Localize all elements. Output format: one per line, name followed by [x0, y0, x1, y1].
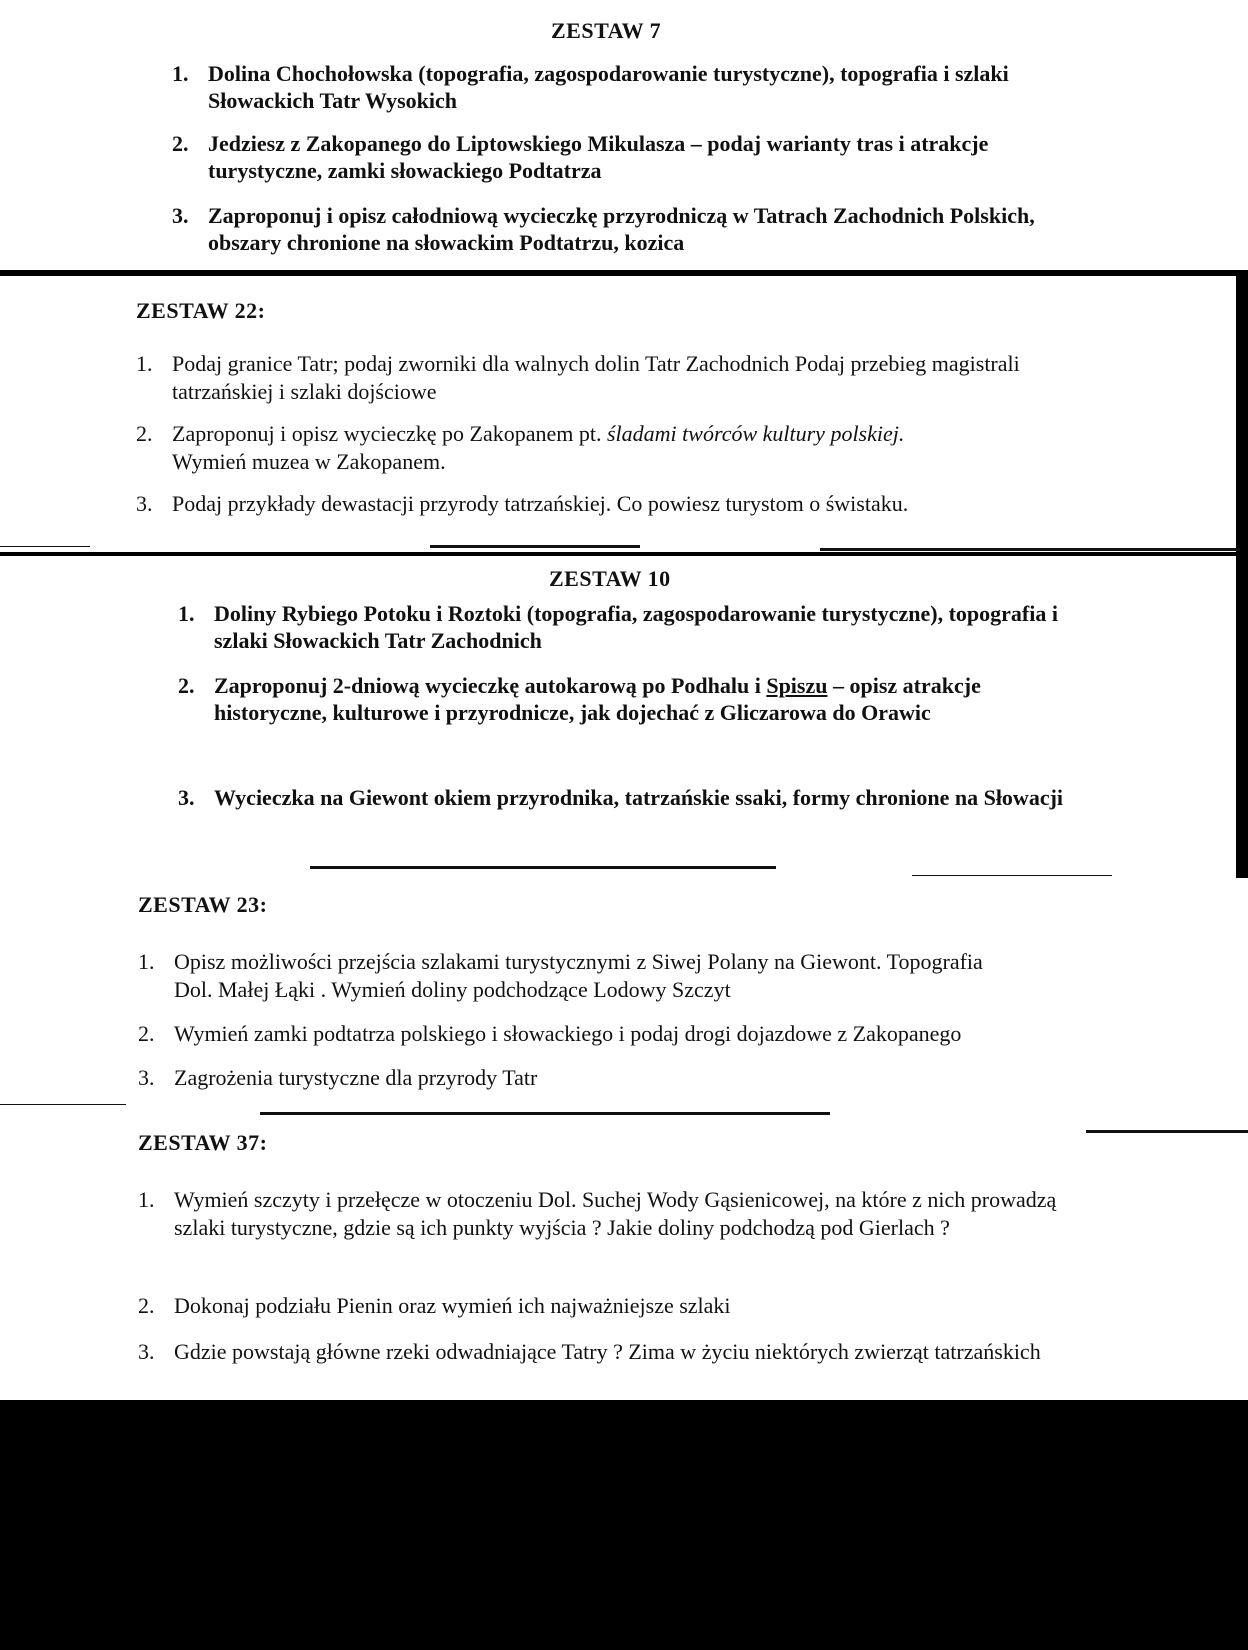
question-23-1 — [138, 948, 1018, 1004]
question-text-part: Zaproponuj i opisz wycieczkę po Zakopanem pt. — [172, 421, 602, 446]
question-text: Wymień zamki podtatrza polskiego i słowackiego i podaj drogi dojazdowe z Zakopanego — [174, 1021, 962, 1046]
separator-line — [0, 270, 1248, 276]
question-23-2 — [138, 1020, 1078, 1048]
section-title-zestaw-37: ZESTAW 37: — [138, 1130, 268, 1155]
question-text: Doliny Rybiego Potoku i Roztoki (topografia, zagospodarowanie turystyczne), topografia i szlaki Słowackich Tatr Zachodnich — [214, 601, 1058, 653]
question-number: 3. — [138, 1065, 155, 1090]
question-text-part: Wymień muzea w Zakopanem. — [172, 449, 446, 474]
question-text: Wymień szczyty i przełęcze w otoczeniu Dol. Suchej Wody Gąsienicowej, na które z nich prowadzą szlaki turystyczne, gdzie są ich punkty wyjścia ? Jakie doliny podchodzą pod Gierlach ? — [174, 1187, 1057, 1240]
section-title-zestaw-23: ZESTAW 23: — [138, 892, 268, 917]
scan-edge-right-2 — [1236, 556, 1248, 878]
section-title-zestaw-22: ZESTAW 22: — [136, 298, 266, 323]
separator-line — [0, 1104, 126, 1105]
question-text: Wycieczka na Giewont okiem przyrodnika, tatrzańskie ssaki, formy chronione na Słowacji — [214, 785, 1064, 810]
question-number: 3. — [138, 1339, 155, 1364]
question-text: Gdzie powstają główne rzeki odwadniające Tatry ? Zima w życiu niektórych zwierząt tatrzańskich — [174, 1339, 1041, 1364]
question-text: Zaproponuj i opisz całodniową wycieczkę przyrodniczą w Tatrach Zachodnich Polskich, obszary chronione na słowackim Podtatrzu, kozica — [208, 203, 1035, 255]
question-7-2 — [172, 130, 1052, 184]
question-37-3 — [138, 1338, 1058, 1366]
question-number: 1. — [138, 1187, 155, 1212]
separator-line — [260, 1112, 830, 1115]
question-number: 1. — [178, 601, 195, 626]
question-text-italic: śladami twórców kultury polskiej. — [606, 421, 905, 446]
question-text-part: – opisz atrakcje historyczne, kulturowe i przyrodnicze, jak dojechać z Gliczarowa do Orawic — [214, 673, 981, 725]
question-22-3 — [136, 490, 1066, 518]
scan-edge-bottom — [0, 1400, 1248, 1650]
question-text-underlined: Spiszu — [766, 673, 828, 698]
question-number: 2. — [178, 673, 195, 698]
question-number: 1. — [138, 949, 155, 974]
separator-line — [0, 546, 90, 547]
section-title-zestaw-7: ZESTAW 7 — [551, 18, 662, 43]
question-number: 1. — [172, 61, 189, 86]
question-10-3 — [178, 784, 1078, 811]
question-text — [214, 672, 1058, 726]
separator-line — [820, 548, 1240, 551]
question-number: 3. — [178, 785, 195, 810]
question-number: 2. — [172, 131, 189, 156]
question-number: 3. — [136, 491, 153, 516]
question-22-2 — [136, 420, 1036, 476]
question-number: 2. — [136, 421, 153, 446]
question-number: 2. — [138, 1293, 155, 1318]
question-number: 2. — [138, 1021, 155, 1046]
question-text: Podaj granice Tatr; podaj zworniki dla walnych dolin Tatr Zachodnich Podaj przebieg magistrali tatrzańskiej i szlaki dojściowe — [172, 351, 1020, 404]
section-title-zestaw-10: ZESTAW 10 — [549, 566, 671, 591]
question-37-2 — [138, 1292, 1038, 1320]
question-number: 3. — [172, 203, 189, 228]
question-number: 1. — [136, 351, 153, 376]
question-7-1 — [172, 60, 1072, 114]
question-text-part: Zaproponuj 2-dniową wycieczkę autokarową po Podhalu i — [214, 673, 761, 698]
separator-line — [912, 875, 1112, 876]
question-text: Zagrożenia turystyczne dla przyrody Tatr — [174, 1065, 538, 1090]
question-text: Podaj przykłady dewastacji przyrody tatrzańskiej. Co powiesz turystom o świstaku. — [172, 491, 909, 516]
question-23-3 — [138, 1064, 1038, 1092]
question-text: Jedziesz z Zakopanego do Liptowskiego Mikulasza – podaj warianty tras i atrakcje turystyczne, zamki słowackiego Podtatrza — [208, 131, 989, 183]
question-text — [172, 420, 1036, 476]
question-10-1 — [178, 600, 1078, 654]
separator-line — [1086, 1130, 1248, 1133]
question-text: Dokonaj podziału Pienin oraz wymień ich najważniejsze szlaki — [174, 1293, 731, 1318]
separator-line — [310, 866, 776, 869]
question-7-3 — [172, 202, 1082, 256]
scan-edge-right — [1236, 272, 1248, 558]
question-text: Opisz możliwości przejścia szlakami turystycznymi z Siwej Polany na Giewont. Topografia Dol. Małej Łąki . Wymień doliny podchodzące Lodowy Szczyt — [174, 949, 983, 1002]
separator-line — [430, 545, 640, 548]
question-10-2 — [178, 672, 1058, 726]
question-37-1 — [138, 1186, 1078, 1242]
question-22-1 — [136, 350, 1066, 406]
question-text: Dolina Chochołowska (topografia, zagospodarowanie turystyczne), topografia i szlaki Słowackich Tatr Wysokich — [208, 61, 1009, 113]
